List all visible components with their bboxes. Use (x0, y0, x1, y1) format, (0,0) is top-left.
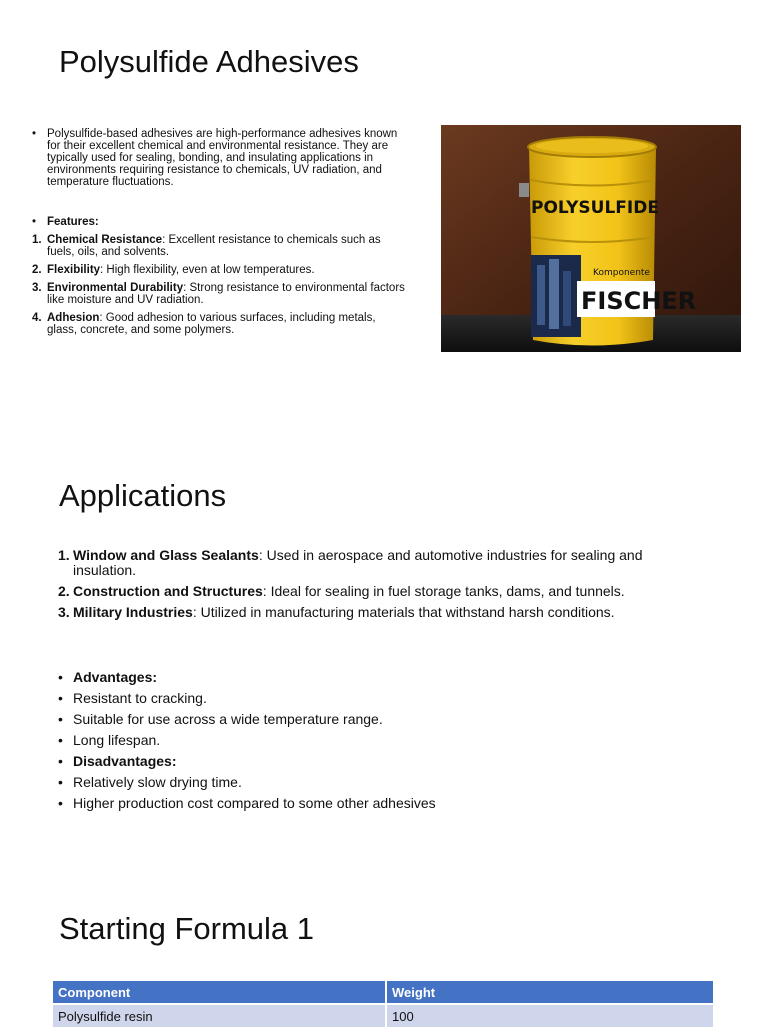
application-desc: : Ideal for sealing in fuel storage tanks, dams, and tunnels. (262, 583, 625, 599)
feature-number: 2. (32, 264, 42, 276)
table-header-row (53, 981, 714, 1004)
feature-term: Adhesion (47, 312, 100, 324)
can-brand-text: FISCHER (581, 287, 697, 315)
disadvantage-text: Relatively slow drying time. (73, 774, 242, 790)
bullet-icon: • (32, 216, 37, 228)
feature-item (32, 312, 407, 336)
disadvantages-heading-item (58, 754, 678, 769)
bullet-icon: • (58, 732, 63, 748)
feature-number: 1. (32, 234, 42, 246)
feature-item (32, 282, 407, 306)
bullet-icon: • (58, 753, 63, 769)
column-header: Component (53, 981, 386, 1004)
advantages-heading-item (58, 670, 678, 685)
advantage-item (58, 691, 678, 706)
slide1-title: Polysulfide Adhesives (59, 44, 359, 79)
feature-number: 3. (32, 282, 42, 294)
advantage-item (58, 712, 678, 727)
feature-term: Chemical Resistance (47, 234, 163, 246)
feature-desc: : High flexibility, even at low temperatures. (100, 264, 315, 276)
polysulfide-can-illustration (441, 125, 741, 352)
advantage-text: Resistant to cracking. (73, 690, 207, 706)
bullet-icon: • (58, 711, 63, 727)
disadvantage-text: Higher production cost compared to some other adhesives (73, 795, 436, 811)
application-number: 1. (58, 547, 70, 563)
application-number: 2. (58, 583, 70, 599)
can-sub-label: Komponente (593, 268, 650, 278)
pros-cons-list (58, 670, 678, 817)
application-desc: : Used in aerospace and automotive industries for sealing and insulation. (73, 547, 643, 578)
slide3-title: Starting Formula 1 (59, 911, 314, 946)
application-item (58, 548, 678, 578)
table-cell: Polysulfide resin (53, 1004, 386, 1027)
column-header: Weight (386, 981, 714, 1004)
feature-item (32, 234, 407, 258)
feature-term: Flexibility (47, 264, 101, 276)
application-item (58, 605, 678, 620)
application-item (58, 584, 678, 599)
bullet-icon: • (32, 128, 37, 140)
slide1-text (32, 128, 407, 342)
bullet-icon: • (58, 774, 63, 790)
application-number: 3. (58, 604, 70, 620)
disadvantage-item (58, 775, 678, 790)
advantages-heading: Advantages: (73, 669, 158, 685)
bullet-icon: • (58, 795, 63, 811)
feature-desc: : Good adhesion to various surfaces, including metals, glass, concrete, and some polymers. (47, 312, 376, 336)
application-term: Military Industries (73, 604, 193, 620)
features-heading-item (32, 216, 407, 228)
application-term: Construction and Structures (73, 583, 263, 599)
formula-table (53, 981, 715, 1027)
advantage-item (58, 733, 678, 748)
feature-desc: : Excellent resistance to chemicals such as fuels, oils, and solvents. (47, 234, 381, 258)
product-image (441, 125, 741, 352)
intro-item (32, 128, 407, 188)
advantage-text: Suitable for use across a wide temperature range. (73, 711, 383, 727)
applications-list (58, 548, 678, 626)
bullet-icon: • (58, 690, 63, 706)
feature-desc: : Strong resistance to environmental factors like moisture and UV radiation. (47, 282, 405, 306)
disadvantages-heading: Disadvantages: (73, 753, 177, 769)
features-heading: Features: (47, 216, 99, 228)
advantage-text: Long lifespan. (73, 732, 161, 748)
application-desc: : Utilized in manufacturing materials that withstand harsh conditions. (192, 604, 615, 620)
feature-term: Environmental Durability (47, 282, 184, 294)
table-cell: 100 (386, 1004, 714, 1027)
slide2-title: Applications (59, 478, 227, 513)
feature-item (32, 264, 407, 276)
can-label-text: POLYSULFIDE (531, 198, 659, 218)
feature-number: 4. (32, 312, 42, 324)
application-term: Window and Glass Sealants (73, 547, 259, 563)
intro-text: Polysulfide-based adhesives are high-performance adhesives known for their excellent chemical and environmental resistance. They are typically used for sealing, bonding, and insulating applications in environments requiring resistance to chemicals, UV radiation, and temperature fluctuations. (47, 128, 398, 188)
bullet-icon: • (58, 669, 63, 685)
disadvantage-item (58, 796, 678, 811)
